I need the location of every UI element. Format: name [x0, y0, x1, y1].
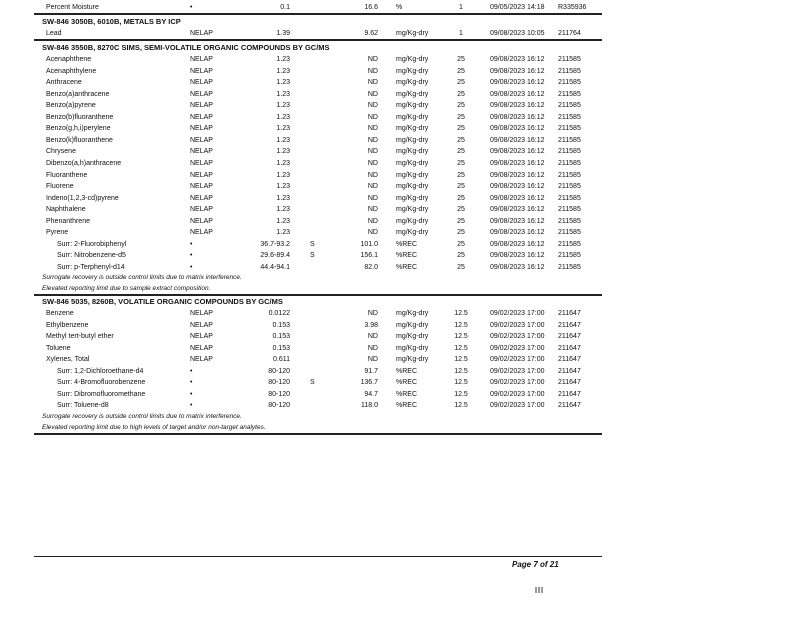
- reporting-limit: 29.6-89.4: [260, 252, 290, 260]
- batch-id: 211585: [558, 194, 581, 202]
- page-number: Page 7 of 21: [512, 560, 559, 569]
- footer-rule: [34, 556, 602, 557]
- note: Elevated reporting limit due to high levels of target and/or non-target analytes.: [42, 424, 266, 431]
- analyte-name: Xylenes, Total: [46, 356, 90, 363]
- result-value: ND: [367, 183, 378, 191]
- result-value: ND: [367, 229, 378, 237]
- batch-id: 211585: [558, 136, 581, 144]
- analyte-name: Anthracene: [46, 79, 82, 87]
- cert-marker: NELAP: [190, 217, 213, 225]
- note: Surrogate recovery is outside control limits due to matrix interference.: [42, 274, 242, 281]
- reporting-limit: 1.39: [276, 30, 290, 37]
- cert-marker: NELAP: [190, 356, 213, 363]
- table-row: [0, 216, 800, 227]
- batch-id: 211585: [558, 229, 581, 237]
- cert-marker: NELAP: [190, 206, 213, 214]
- dilution: 12.5: [454, 402, 468, 409]
- batch-id: 211585: [558, 263, 581, 271]
- analyte-name: Benzene: [46, 310, 74, 317]
- analyte-name: Chrysene: [46, 148, 76, 156]
- analyte-name: Benzo(a)pyrene: [46, 102, 96, 110]
- units: %REC: [396, 402, 418, 409]
- barcode-icon: [535, 580, 547, 586]
- section-header-voc: SW-846 5035, 8260B, VOLATILE ORGANIC COMPOUNDS BY GC/MS: [42, 297, 283, 306]
- analysis-date: 09/08/2023 16:12: [490, 229, 545, 237]
- cert-marker: NELAP: [190, 67, 213, 75]
- dilution: 25: [457, 183, 465, 191]
- cert-marker: •: [190, 367, 193, 375]
- batch-id: 211585: [558, 79, 581, 87]
- analysis-date: 09/08/2023 16:12: [490, 148, 545, 156]
- cert-marker: •: [190, 402, 193, 409]
- table-row: [0, 123, 800, 134]
- cert-marker: NELAP: [190, 79, 213, 87]
- analysis-date: 09/08/2023 16:12: [490, 206, 545, 214]
- divider: [34, 39, 602, 41]
- analyte-name: Benzo(b)fluoranthene: [46, 113, 114, 121]
- analysis-date: 09/08/2023 16:12: [490, 79, 545, 87]
- dilution: 25: [457, 79, 465, 87]
- result-value: ND: [367, 159, 378, 167]
- units: mg/Kg-dry: [396, 356, 429, 363]
- dilution: 25: [457, 125, 465, 133]
- cert-marker: NELAP: [190, 159, 213, 167]
- table-row: [0, 193, 800, 204]
- qualifier: S: [310, 252, 315, 260]
- units: mg/Kg-dry: [396, 30, 429, 37]
- result-value: ND: [367, 90, 378, 98]
- batch-id: 211647: [558, 310, 581, 317]
- analysis-date: 09/08/2023 16:12: [490, 217, 545, 225]
- cert-marker: NELAP: [190, 102, 213, 110]
- reporting-limit: 0.611: [273, 356, 290, 363]
- result-value: ND: [367, 344, 378, 352]
- divider: [34, 13, 602, 15]
- dilution: 25: [457, 67, 465, 75]
- dilution: 25: [457, 252, 465, 260]
- reporting-limit: 1.23: [276, 136, 290, 144]
- analyte-name: Acenaphthylene: [46, 67, 97, 75]
- reporting-limit: 80-120: [268, 402, 290, 409]
- result-value: 91.7: [364, 367, 378, 375]
- batch-id: 211647: [558, 344, 581, 352]
- analysis-date: 09/08/2023 16:12: [490, 240, 545, 248]
- dilution: 12.5: [454, 379, 468, 386]
- analyte-name: Naphthalene: [46, 206, 86, 214]
- batch-id: 211585: [558, 171, 581, 179]
- units: %REC: [396, 367, 418, 375]
- section-header-svoc: SW-846 3550B, 8270C SIMS, SEMI-VOLATILE ORGANIC COMPOUNDS BY GC/MS: [42, 43, 330, 52]
- reporting-limit: 1.23: [276, 56, 290, 63]
- units: mg/Kg-dry: [396, 113, 429, 121]
- dilution: 12.5: [454, 390, 468, 398]
- analysis-date: 09/08/2023 16:12: [490, 183, 545, 191]
- reporting-limit: 1.23: [276, 194, 290, 202]
- cert-marker: NELAP: [190, 344, 213, 352]
- batch-id: 211647: [558, 333, 581, 340]
- reporting-limit: 0.0122: [268, 310, 290, 317]
- analyte-name: Fluoranthene: [46, 171, 88, 179]
- dilution: 25: [457, 206, 465, 214]
- analysis-date: 09/08/2023 16:12: [490, 194, 545, 202]
- divider: [34, 294, 602, 296]
- table-row: [0, 400, 800, 411]
- units: %REC: [396, 240, 418, 248]
- batch-id: 211585: [558, 148, 581, 156]
- cert-marker: NELAP: [190, 125, 213, 133]
- units: mg/Kg-dry: [396, 67, 429, 75]
- reporting-limit: 1.23: [276, 113, 290, 121]
- analyte-name: Benzo(g,h,i)perylene: [46, 125, 111, 133]
- dilution: 25: [457, 136, 465, 144]
- divider: [34, 433, 602, 435]
- dilution: 25: [457, 229, 465, 237]
- table-row: [0, 366, 800, 377]
- reporting-limit: 44.4-94.1: [260, 263, 290, 271]
- reporting-limit: 36.7-93.2: [260, 240, 290, 248]
- reporting-limit: 80-120: [268, 379, 290, 386]
- cert-marker: •: [190, 252, 193, 260]
- analysis-date: 09/08/2023 10:05: [490, 30, 545, 37]
- result-value: ND: [367, 113, 378, 121]
- result-value: 3.98: [364, 321, 378, 329]
- reporting-limit: 0.153: [272, 344, 290, 352]
- batch-id: 211585: [558, 217, 581, 225]
- dilution: 25: [457, 102, 465, 110]
- units: %REC: [396, 252, 418, 260]
- dilution: 25: [457, 217, 465, 225]
- reporting-limit: 0.153: [272, 321, 290, 329]
- cert-marker: •: [190, 263, 193, 271]
- reporting-limit: 1.23: [276, 102, 290, 110]
- result-value: ND: [367, 79, 378, 87]
- result-value: ND: [367, 356, 378, 363]
- dilution: 25: [457, 263, 465, 271]
- table-row: [0, 158, 800, 169]
- units: mg/Kg-dry: [396, 136, 429, 144]
- analysis-date: 09/08/2023 16:12: [490, 125, 545, 133]
- batch-id: 211647: [558, 356, 581, 363]
- cert-marker: NELAP: [190, 56, 213, 63]
- table-row: [0, 354, 800, 365]
- result-value: ND: [367, 310, 378, 317]
- cert-marker: NELAP: [190, 113, 213, 121]
- table-row: [0, 239, 800, 250]
- units: mg/Kg-dry: [396, 333, 429, 340]
- reporting-limit: 80-120: [268, 367, 290, 375]
- table-row: [0, 100, 800, 111]
- note: Surrogate recovery is outside control limits due to matrix interference.: [42, 413, 242, 420]
- table-row: [0, 320, 800, 331]
- dilution: 12.5: [454, 333, 468, 340]
- result-value: ND: [367, 194, 378, 202]
- units: %: [396, 4, 403, 11]
- units: mg/Kg-dry: [396, 125, 429, 133]
- table-row: [0, 377, 800, 388]
- units: %REC: [396, 390, 418, 398]
- analyte-name: Benzo(a)anthracene: [46, 90, 110, 98]
- analyte-name: Methyl tert-butyl ether: [46, 333, 114, 340]
- cert-marker: NELAP: [190, 183, 213, 191]
- result-value: 118.0: [361, 402, 378, 409]
- analysis-date: 09/08/2023 16:12: [490, 263, 545, 271]
- analyte-name: Fluorene: [46, 183, 74, 191]
- analysis-date: 09/05/2023 14:18: [490, 4, 545, 11]
- batch-id: 211585: [558, 125, 581, 133]
- table-row: [0, 89, 800, 100]
- units: mg/Kg-dry: [396, 344, 429, 352]
- qualifier: S: [310, 240, 315, 248]
- result-value: ND: [367, 56, 378, 63]
- dilution: 25: [457, 148, 465, 156]
- reporting-limit: 1.23: [276, 90, 290, 98]
- units: mg/Kg-dry: [396, 90, 429, 98]
- cert-marker: NELAP: [190, 136, 213, 144]
- units: mg/Kg-dry: [396, 194, 429, 202]
- table-row: [0, 146, 800, 157]
- analyte-name: Phenanthrene: [46, 217, 90, 225]
- cert-marker: NELAP: [190, 171, 213, 179]
- table-row: [0, 181, 800, 192]
- analysis-date: 09/02/2023 17:00: [490, 367, 545, 375]
- cert-marker: NELAP: [190, 148, 213, 156]
- batch-id: R335936: [558, 4, 587, 11]
- result-value: ND: [367, 136, 378, 144]
- reporting-limit: 1.23: [276, 206, 290, 214]
- units: mg/Kg-dry: [396, 321, 429, 329]
- analyte-name: Percent Moisture: [46, 4, 99, 11]
- dilution: 25: [457, 113, 465, 121]
- analyte-name: Toluene: [46, 344, 71, 352]
- table-row: [0, 389, 800, 400]
- table-row: [0, 204, 800, 215]
- analysis-date: 09/08/2023 16:12: [490, 56, 545, 63]
- batch-id: 211585: [558, 102, 581, 110]
- analyte-name: Dibenzo(a,h)anthracene: [46, 159, 122, 167]
- table-row: [0, 2, 800, 13]
- table-row: [0, 54, 800, 65]
- analyte-name: Acenaphthene: [46, 56, 92, 63]
- cert-marker: •: [190, 240, 193, 248]
- reporting-limit: 1.23: [276, 159, 290, 167]
- cert-marker: NELAP: [190, 194, 213, 202]
- result-value: ND: [367, 206, 378, 214]
- analysis-date: 09/02/2023 17:00: [490, 390, 545, 398]
- table-row: [0, 135, 800, 146]
- analysis-date: 09/08/2023 16:12: [490, 113, 545, 121]
- dilution: 25: [457, 90, 465, 98]
- batch-id: 211647: [558, 402, 581, 409]
- analyte-name: Ethylbenzene: [46, 321, 89, 329]
- table-row: [0, 308, 800, 319]
- units: mg/Kg-dry: [396, 206, 429, 214]
- table-row: [0, 331, 800, 342]
- result-value: ND: [367, 217, 378, 225]
- result-value: 16.6: [364, 4, 378, 11]
- qualifier: S: [310, 379, 315, 386]
- result-value: ND: [367, 148, 378, 156]
- section-header-metals: SW-846 3050B, 6010B, METALS BY ICP: [42, 17, 181, 26]
- units: mg/Kg-dry: [396, 148, 429, 156]
- table-row: [0, 77, 800, 88]
- batch-id: 211647: [558, 390, 581, 398]
- dilution: 25: [457, 240, 465, 248]
- analyte-name: Surr: 2-Fluorobiphenyl: [57, 240, 127, 248]
- units: mg/Kg-dry: [396, 217, 429, 225]
- batch-id: 211764: [558, 30, 581, 37]
- analyte-name: Surr: p-Terphenyl-d14: [57, 263, 125, 271]
- analyte-name: Pyrene: [46, 229, 69, 237]
- units: mg/Kg-dry: [396, 102, 429, 110]
- table-row: [0, 343, 800, 354]
- reporting-limit: 1.23: [276, 217, 290, 225]
- analyte-name: Surr: 1,2-Dichloroethane-d4: [57, 367, 144, 375]
- result-value: 101.0: [360, 240, 378, 248]
- table-row: [0, 227, 800, 238]
- analyte-name: Surr: Toluene-d8: [57, 402, 109, 409]
- dilution: 12.5: [454, 344, 468, 352]
- cert-marker: NELAP: [190, 30, 213, 37]
- units: mg/Kg-dry: [396, 310, 429, 317]
- result-value: ND: [367, 171, 378, 179]
- dilution: 12.5: [454, 321, 468, 329]
- batch-id: 211585: [558, 67, 581, 75]
- reporting-limit: 1.23: [276, 79, 290, 87]
- dilution: 25: [457, 194, 465, 202]
- units: mg/Kg-dry: [396, 171, 429, 179]
- cert-marker: •: [190, 4, 193, 11]
- table-row: [0, 170, 800, 181]
- analysis-date: 09/08/2023 16:12: [490, 102, 545, 110]
- analysis-date: 09/08/2023 16:12: [490, 159, 545, 167]
- dilution: 12.5: [454, 367, 468, 375]
- analysis-date: 09/02/2023 17:00: [490, 344, 545, 352]
- batch-id: 211585: [558, 252, 581, 260]
- analysis-date: 09/02/2023 17:00: [490, 321, 545, 329]
- units: %REC: [396, 379, 418, 386]
- batch-id: 211647: [558, 367, 581, 375]
- reporting-limit: 1.23: [276, 67, 290, 75]
- dilution: 12.5: [454, 310, 468, 317]
- batch-id: 211585: [558, 56, 581, 63]
- units: mg/Kg-dry: [396, 229, 429, 237]
- result-value: ND: [367, 125, 378, 133]
- analyte-name: Surr: Dibromofluoromethane: [57, 390, 146, 398]
- dilution: 12.5: [454, 356, 468, 363]
- reporting-limit: 0.153: [272, 333, 290, 340]
- table-row: [0, 66, 800, 77]
- analyte-name: Surr: Nitrobenzene-d5: [57, 252, 126, 260]
- reporting-limit: 1.23: [276, 125, 290, 133]
- cert-marker: NELAP: [190, 310, 213, 317]
- reporting-limit: 1.23: [276, 229, 290, 237]
- cert-marker: •: [190, 379, 193, 386]
- reporting-limit: 1.23: [276, 148, 290, 156]
- cert-marker: NELAP: [190, 321, 213, 329]
- analysis-date: 09/02/2023 17:00: [490, 402, 545, 409]
- result-value: 9.62: [364, 30, 378, 37]
- note: Elevated reporting limit due to sample extract composition.: [42, 285, 211, 292]
- analyte-name: Surr: 4-Bromofluorobenzene: [57, 379, 146, 386]
- analyte-name: Lead: [46, 30, 62, 37]
- result-value: 82.0: [364, 263, 378, 271]
- analysis-date: 09/02/2023 17:00: [490, 379, 545, 386]
- batch-id: 211647: [558, 379, 581, 386]
- reporting-limit: 1.23: [276, 183, 290, 191]
- analysis-date: 09/02/2023 17:00: [490, 356, 545, 363]
- analysis-date: 09/02/2023 17:00: [490, 310, 545, 317]
- analyte-name: Benzo(k)fluoranthene: [46, 136, 113, 144]
- cert-marker: NELAP: [190, 90, 213, 98]
- analysis-date: 09/08/2023 16:12: [490, 136, 545, 144]
- result-value: 94.7: [364, 390, 378, 398]
- analysis-date: 09/08/2023 16:12: [490, 67, 545, 75]
- result-value: 156.1: [360, 252, 378, 260]
- analysis-date: 09/08/2023 16:12: [490, 171, 545, 179]
- result-value: 136.7: [360, 379, 378, 386]
- cert-marker: •: [190, 390, 193, 398]
- batch-id: 211585: [558, 159, 581, 167]
- table-row: [0, 250, 800, 261]
- dilution: 25: [457, 56, 465, 63]
- dilution: 25: [457, 171, 465, 179]
- cert-marker: NELAP: [190, 229, 213, 237]
- units: %REC: [396, 263, 418, 271]
- reporting-limit: 0.1: [280, 4, 290, 11]
- table-row: [0, 28, 800, 39]
- cert-marker: NELAP: [190, 333, 213, 340]
- batch-id: 211647: [558, 321, 581, 329]
- table-row: [0, 262, 800, 273]
- result-value: ND: [367, 67, 378, 75]
- units: mg/Kg-dry: [396, 79, 429, 87]
- analysis-date: 09/08/2023 16:12: [490, 252, 545, 260]
- units: mg/Kg-dry: [396, 56, 429, 63]
- batch-id: 211585: [558, 183, 581, 191]
- units: mg/Kg-dry: [396, 159, 429, 167]
- units: mg/Kg-dry: [396, 183, 429, 191]
- batch-id: 211585: [558, 113, 581, 121]
- analysis-date: 09/02/2023 17:00: [490, 333, 545, 340]
- batch-id: 211585: [558, 240, 581, 248]
- analyte-name: Indeno(1,2,3-cd)pyrene: [46, 194, 119, 202]
- dilution: 25: [457, 159, 465, 167]
- result-value: ND: [367, 333, 378, 340]
- result-value: ND: [367, 102, 378, 110]
- dilution: 1: [459, 30, 463, 37]
- table-row: [0, 112, 800, 123]
- batch-id: 211585: [558, 90, 581, 98]
- batch-id: 211585: [558, 206, 581, 214]
- analysis-date: 09/08/2023 16:12: [490, 90, 545, 98]
- reporting-limit: 80-120: [268, 390, 290, 398]
- dilution: 1: [459, 4, 463, 11]
- reporting-limit: 1.23: [276, 171, 290, 179]
